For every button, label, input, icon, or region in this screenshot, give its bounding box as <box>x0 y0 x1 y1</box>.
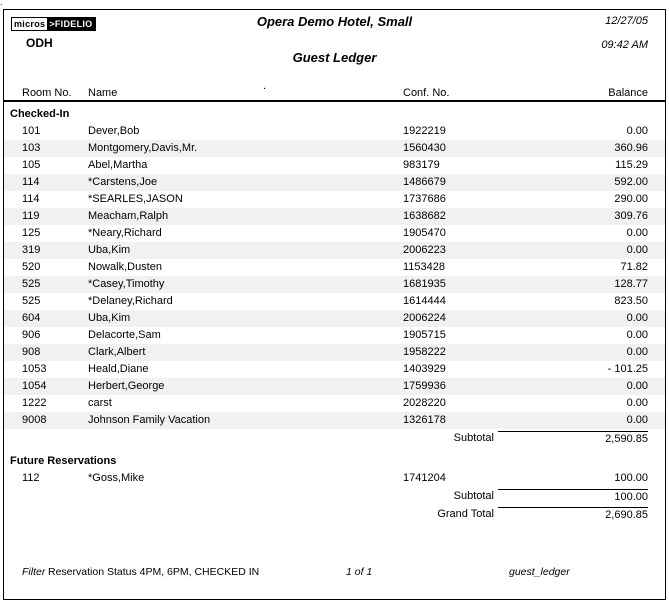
cell-room: 114 <box>22 193 40 205</box>
cell-name: Abel,Martha <box>88 159 148 171</box>
table-row <box>4 157 665 174</box>
table-row <box>4 140 665 157</box>
cell-room: 319 <box>22 244 41 256</box>
total-value: 2,690.85 <box>498 507 648 523</box>
total-row <box>4 507 665 523</box>
total-label: Subtotal <box>453 490 494 502</box>
table-row <box>4 276 665 293</box>
total-label: Subtotal <box>453 432 494 444</box>
filter-label: Filter <box>22 566 46 578</box>
cell-conf: 1958222 <box>403 346 446 358</box>
cell-room: 520 <box>22 261 41 273</box>
column-header-row <box>4 85 665 102</box>
total-label: Grand Total <box>437 508 494 520</box>
table-row <box>4 344 665 361</box>
cell-balance: 592.00 <box>614 176 648 188</box>
report-title: Guest Ledger <box>292 50 377 65</box>
cell-balance: 0.00 <box>626 380 648 392</box>
cell-balance: 0.00 <box>626 414 648 426</box>
cell-conf: 1326178 <box>403 414 446 426</box>
cell-name: *Delaney,Richard <box>88 295 173 307</box>
cell-room: 101 <box>22 125 41 137</box>
cell-name: Delacorte,Sam <box>88 329 161 341</box>
section-rows <box>4 470 665 487</box>
table-row <box>4 225 665 242</box>
section-total-slot <box>4 431 665 447</box>
cell-room: 103 <box>22 142 41 154</box>
cell-room: 908 <box>22 346 41 358</box>
table-row <box>4 412 665 429</box>
table-row <box>4 310 665 327</box>
cell-room: 525 <box>22 295 41 307</box>
cell-balance: 0.00 <box>626 125 648 137</box>
report-time: 09:42 AM <box>601 39 648 51</box>
logo-micros-text: micros <box>11 17 48 31</box>
cell-room: 105 <box>22 159 41 171</box>
report-file-name: guest_ledger <box>509 566 570 578</box>
cell-conf: 1741204 <box>403 472 446 484</box>
cell-room: 525 <box>22 278 41 290</box>
property-code: ODH <box>26 36 53 50</box>
cell-name: *Neary,Richard <box>88 227 162 239</box>
cell-balance: - 101.25 <box>607 363 648 375</box>
cell-balance: 0.00 <box>626 227 648 239</box>
cell-conf: 1922219 <box>403 125 446 137</box>
report-date: 12/27/05 <box>605 15 648 27</box>
cell-room: 906 <box>22 329 41 341</box>
table-row <box>4 470 665 487</box>
total-row <box>4 431 665 447</box>
cell-name: Montgomery,Davis,Mr. <box>88 142 198 154</box>
table-row <box>4 259 665 276</box>
cell-conf: 1403929 <box>403 363 446 375</box>
cell-balance: 71.82 <box>620 261 648 273</box>
logo-fidelio-text: >FIDELIO <box>48 17 96 31</box>
cell-room: 112 <box>22 472 40 484</box>
table-row <box>4 191 665 208</box>
filter-value: Reservation Status 4PM, 6PM, CHECKED IN <box>48 566 260 578</box>
table-row <box>4 208 665 225</box>
section-total-slot <box>4 489 665 505</box>
total-value: 100.00 <box>498 489 648 505</box>
cell-balance: 309.76 <box>614 210 648 222</box>
table-sections <box>4 106 665 523</box>
cell-room: 1222 <box>22 397 47 409</box>
cell-balance: 115.29 <box>615 159 648 171</box>
cell-name: *Goss,Mike <box>88 472 145 484</box>
cell-name: Uba,Kim <box>88 312 131 324</box>
page-number: 1 of 1 <box>346 566 373 578</box>
table-row <box>4 123 665 140</box>
cell-conf: 1905715 <box>403 329 446 341</box>
hotel-name: Opera Demo Hotel, Small <box>256 14 413 29</box>
cell-conf: 2006223 <box>403 244 446 256</box>
table-row <box>4 293 665 310</box>
column-header-room: Room No. <box>22 86 72 99</box>
cell-balance: 0.00 <box>626 397 648 409</box>
cell-name: carst <box>88 397 112 409</box>
cell-conf: 2006224 <box>403 312 446 324</box>
column-header-balance: Balance <box>608 86 648 99</box>
cell-room: 114 <box>22 176 40 188</box>
column-header-conf: Conf. No. <box>403 86 450 99</box>
cell-conf: 1905470 <box>403 227 446 239</box>
cell-name: *Casey,Timothy <box>88 278 165 290</box>
section-title: Checked-In <box>10 108 70 120</box>
cell-conf: 2028220 <box>403 397 446 409</box>
cell-name: Clark,Albert <box>88 346 146 358</box>
table-row <box>4 174 665 191</box>
cell-name: Dever,Bob <box>88 125 140 137</box>
table-row <box>4 395 665 412</box>
cell-name: Johnson Family Vacation <box>88 414 211 426</box>
report-footer <box>4 566 665 580</box>
cell-balance: 128.77 <box>614 278 648 290</box>
cell-name: Nowalk,Dusten <box>88 261 162 273</box>
cell-conf: 1737686 <box>403 193 446 205</box>
cell-conf: 1486679 <box>403 176 446 188</box>
section-title: Future Reservations <box>10 455 117 467</box>
table-row <box>4 378 665 395</box>
cell-conf: 983179 <box>403 159 440 171</box>
cell-room: 604 <box>22 312 41 324</box>
cell-balance: 0.00 <box>626 329 648 341</box>
cell-name: Herbert,George <box>88 380 165 392</box>
cell-name: Uba,Kim <box>88 244 131 256</box>
cell-balance: 100.00 <box>614 472 648 484</box>
total-row <box>4 489 665 505</box>
table-section <box>4 106 665 447</box>
cell-room: 119 <box>22 210 40 222</box>
cell-balance: 290.00 <box>614 193 648 205</box>
cell-balance: 0.00 <box>626 244 648 256</box>
cell-conf: 1560430 <box>403 142 446 154</box>
table-row <box>4 361 665 378</box>
column-header-name: Name <box>88 86 118 99</box>
table-row <box>4 327 665 344</box>
cell-name: Meacham,Ralph <box>88 210 169 222</box>
total-value: 2,590.85 <box>498 431 648 447</box>
cell-balance: 0.00 <box>626 312 648 324</box>
cell-name: *Carstens,Joe <box>88 176 158 188</box>
cell-room: 1053 <box>22 363 47 375</box>
cell-conf: 1681935 <box>403 278 446 290</box>
stray-period-mark: . <box>263 80 267 92</box>
scan-artifact-dot: . <box>0 0 3 7</box>
cell-balance: 360.96 <box>614 142 648 154</box>
table-row <box>4 242 665 259</box>
cell-balance: 0.00 <box>626 346 648 358</box>
cell-conf: 1614444 <box>403 295 446 307</box>
cell-balance: 823.50 <box>614 295 648 307</box>
table-section <box>4 453 665 505</box>
cell-room: 125 <box>22 227 41 239</box>
cell-conf: 1153428 <box>403 261 446 273</box>
ledger-table <box>4 85 665 523</box>
section-rows <box>4 123 665 429</box>
cell-room: 9008 <box>22 414 47 426</box>
cell-conf: 1638682 <box>403 210 446 222</box>
report-page <box>3 9 666 600</box>
cell-room: 1054 <box>22 380 47 392</box>
cell-conf: 1759936 <box>403 380 446 392</box>
cell-name: *SEARLES,JASON <box>88 193 183 205</box>
cell-name: Heald,Diane <box>88 363 149 375</box>
